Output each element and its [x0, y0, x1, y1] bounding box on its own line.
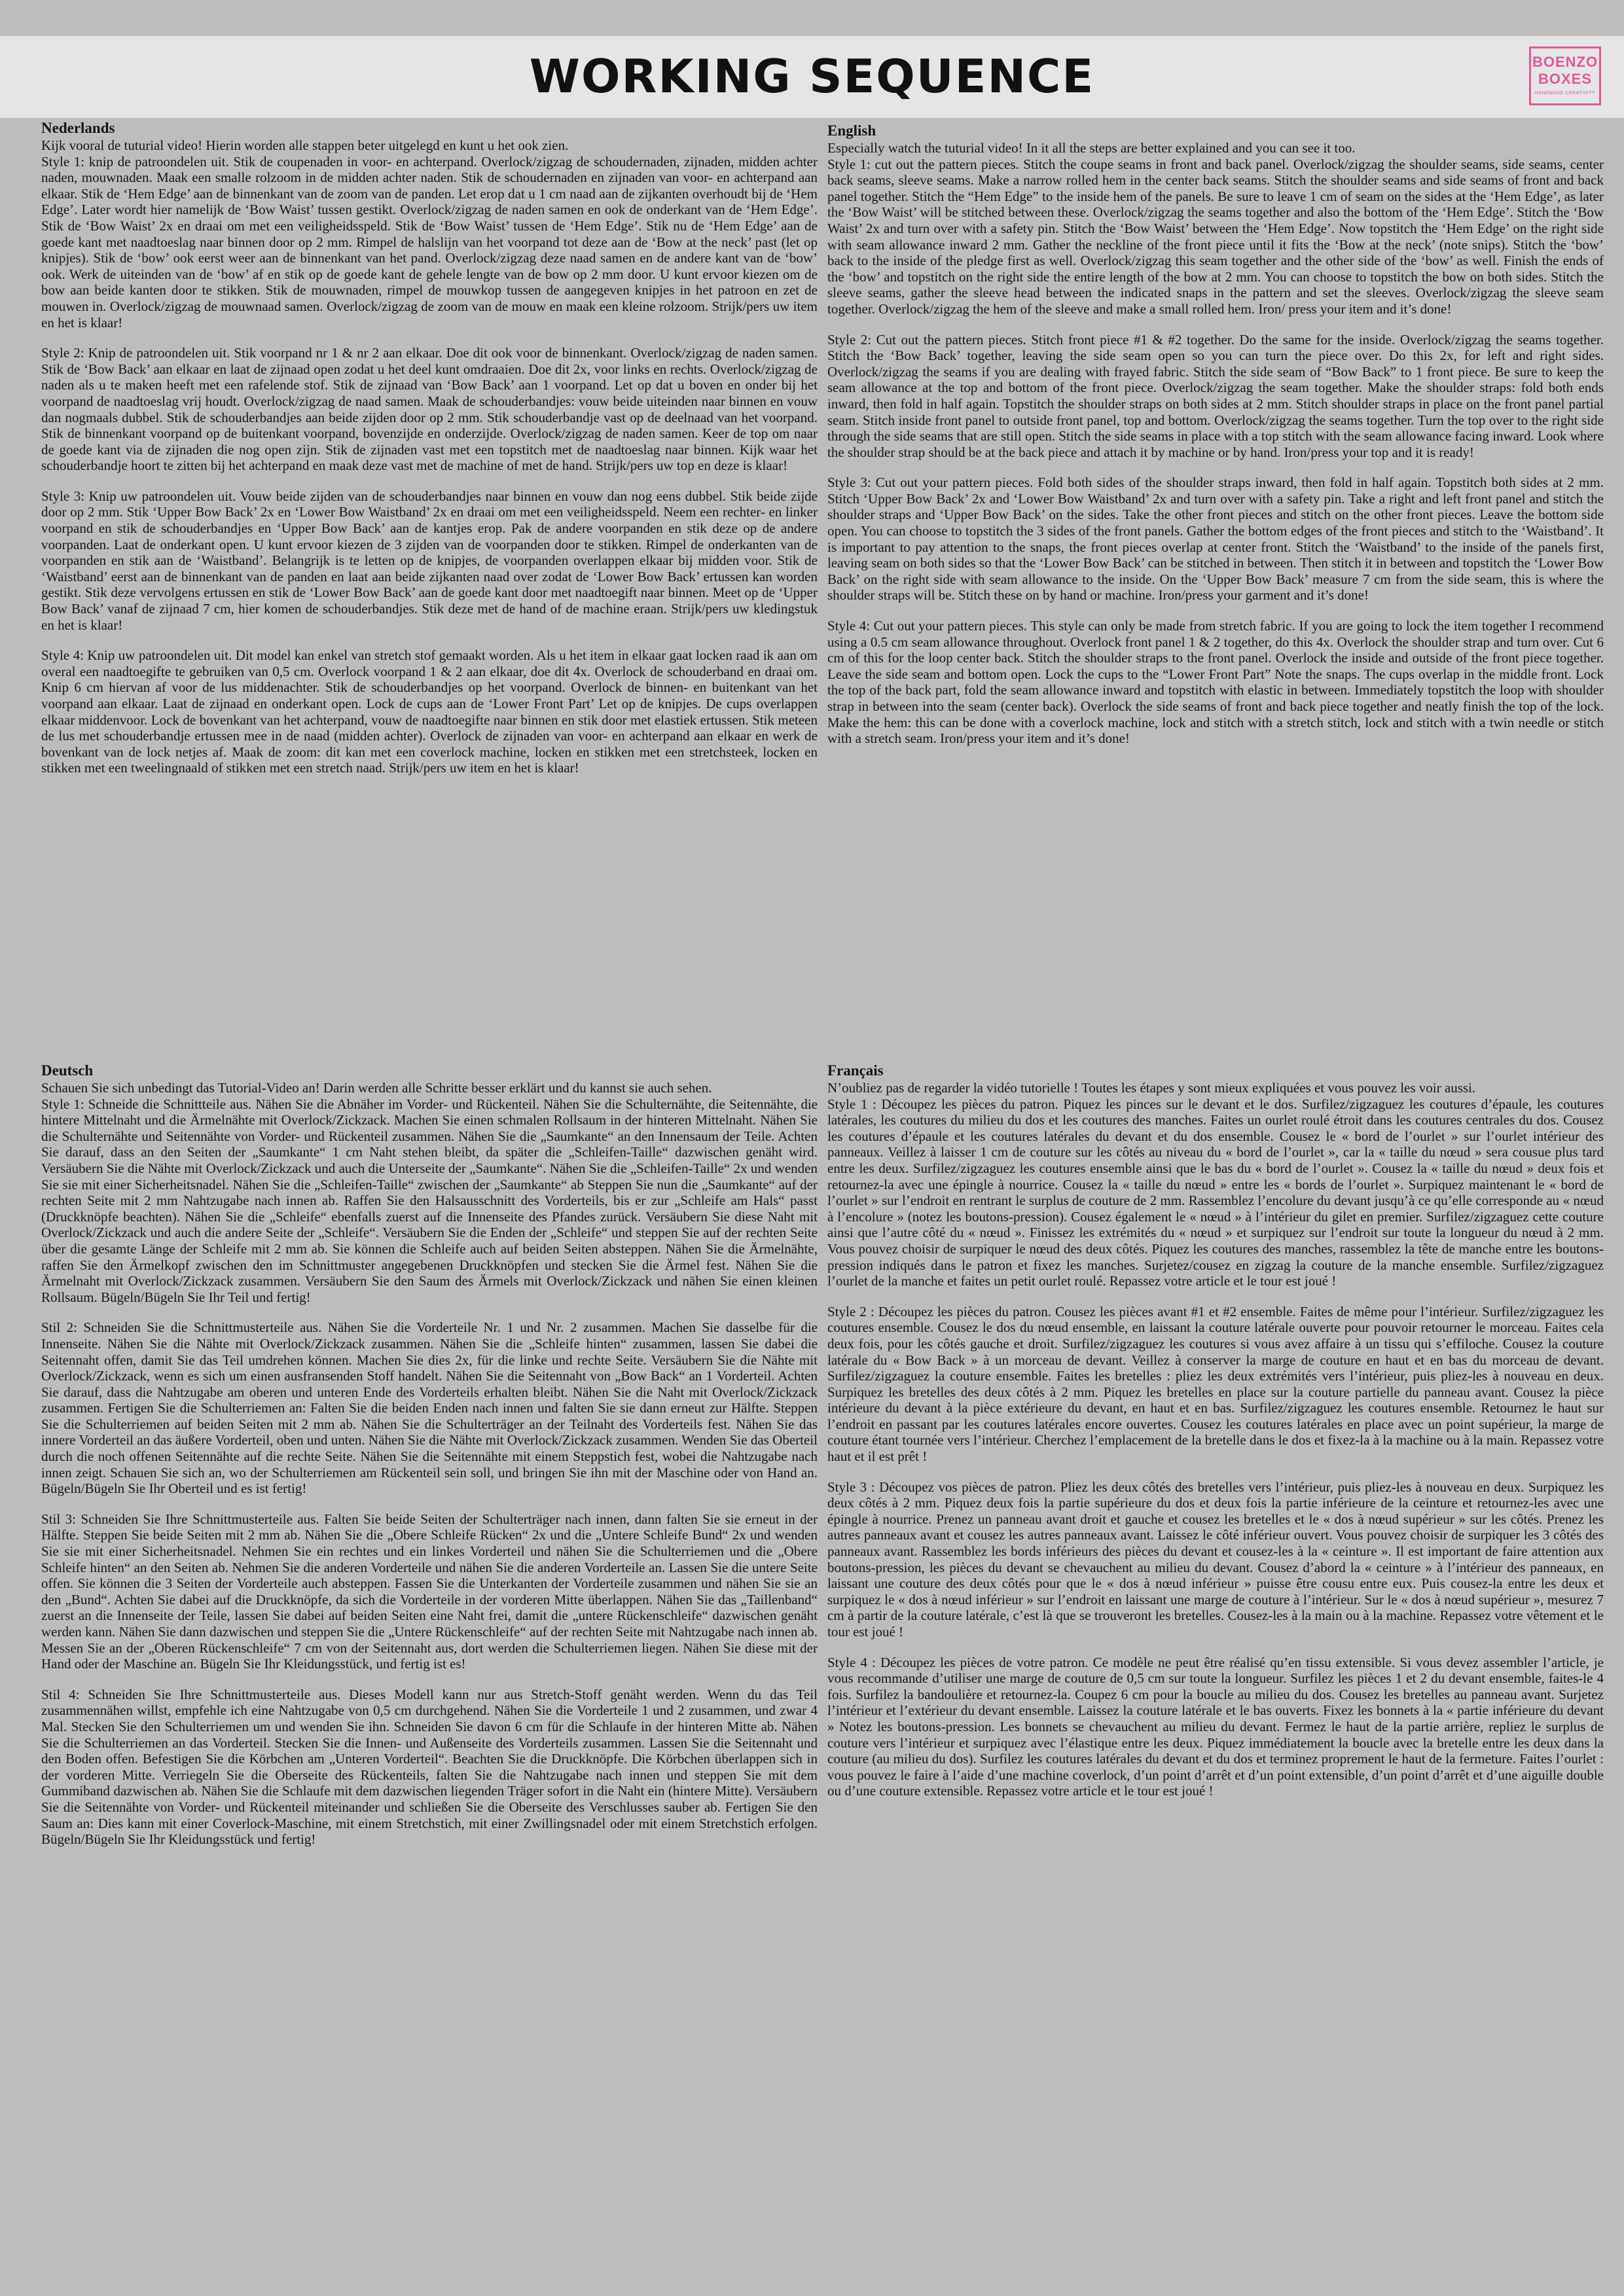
page-title: WORKING SEQUENCE: [529, 50, 1095, 103]
section-heading: English: [827, 122, 876, 139]
style-2-paragraph: Style 2: Knip de patroondelen uit. Stik voorpand nr 1 & nr 2 aan elkaar. Doe dit ook voor de binnenkant. Overlock/zigzag de naden samen. Stik de ‘Bow Back’ aan elkaar en laat de zijnaad open zodat u het deel kunt omdraaien. Doe dit 2x, voor links en rechts. Overlock/zigzag de naden als u te maken heeft met een rafelende stof. Stik de zijnaad van ‘Bow Back’ aan 1 voorpand. Let op dat u boven en onder bij het voorpand de naadtoeslag vrij houdt. Overlock/zigzag de naad samen. Maak de schouderbandjes: vouw beide uiteinden naar binnen en vouw dan nogmaals dubbel. Stik de schouderbandjes aan beide zijden door op 2 mm. Stik schouderbandje vast op de deelnaad van het voorpand. Stik de binnenkant voorpand op de buitenkant voorpand, bovenzijde en onderzijde. Overlock/zigzag de naden samen. Keer de top om naar de goede kant via de zijnaden die nog open zijn. Stik de zijnaden vast met een topstitch met de naadtoeslag naar binnen. Kijk waar het schouderbandje hoort te zitten bij het achterpand en maak deze vast met de machine of met de hand. Strijk/pers uw top en deze is klaar!: [41, 345, 818, 474]
style-4-paragraph: Style 4: Cut out your pattern pieces. This style can only be made from stretch fabric. If you are going to lock the item together I recommend using a 0.5 cm seam allowance throughout. Overlock front panel 1 & 2 together, do this 4x. Overlock the shoulder strap and turn over. Cut 6 cm of this for the loop center back. Stitch the shoulder straps to the front panel. Overlock the inside and outside of the front piece together. Leave the side seam and bottom open. Lock the cups to the “Lower Front Part” Note the snaps. The cups overlap in the middle front. Lock the top of the back part, fold the seam allowance inward and topstitch with elastic in between. Immediately topstitch the loop with shoulder strap in between into the seam (center back). Overlock the side seams of front and back piece together and neatly finish the top of the lock. Make the hem: this can be done with a coverlock machine, lock and stitch with a stretch stitch, lock and stitch with a twin needle or stitch with a stretch seam. Iron/press your item and it’s done!: [827, 618, 1604, 747]
style-1-paragraph: Style 1 : Découpez les pièces du patron. Piquez les pinces sur le devant et le dos. Surfilez/zigzaguez les coutures d’épaule, les coutures latérales, les coutures du milieu du dos et les coutures des manches. Faites un ourlet roulé étroit dans les coutures centrales du dos. Cousez les coutures d’épaule et les coutures latérales du devant et du dos ensemble. Cousez le « bord de l’ourlet » sur l’ourlet intérieur des panneaux. Veillez à laisser 1 cm de couture sur les côtés au niveau du « bord de l’ourlet », car la « taille du nœud » sera cousue plus tard entre les deux. Surfilez/zigzaguez les coutures ensemble ainsi que le bas du « bord de l’ourlet ». Cousez la « taille du nœud » deux fois et retournez-la avec une épingle à nourrice. Cousez la « taille du nœud » entre les « bords de l’ourlet ». Surpiquez maintenant le « bord de l’ourlet » sur l’endroit en rentrant le surplus de couture de 2 mm. Rassemblez l’encolure du devant jusqu’à ce qu’elle corresponde au « nœud à l’encolure » (notez les boutons-pression). Cousez également le « nœud » à l’intérieur du gilet en premier. Surfilez/zigzaguez cette couture ainsi que l’autre côté du « nœud ». Finissez les extrémités du « nœud » et surpiquez sur l’endroit sur toute la longueur du nœud à 2 mm. Vous pouvez choisir de surpiquer le nœud des deux côtés. Piquez les coutures des manches, rassemblez la tête de manche entre les boutons-pression indiqués dans le patron et fixez les manches. Surjetez/cousez en zigzag la couture de la manche ensemble. Surfilez/zigzaguez l’ourlet de la manche et faites un petit ourlet roulé. Repassez votre article et le tour est joué !: [827, 1096, 1604, 1289]
section-deutsch: [41, 1062, 818, 1848]
section-francais: [827, 1062, 1604, 1799]
section-heading: Deutsch: [41, 1062, 94, 1079]
style-1-paragraph: Style 1: knip de patroondelen uit. Stik de coupenaden in voor- en achterpand. Overlock/zigzag de schoudernaden, zijnaden, midden achter naden, mouwnaden. Maak een smalle rolzoom in de midden achter naden. Stik de schoudernaden en zijnaden van voor- en achterpand aan elkaar. Stik de ‘Hem Edge’ aan de binnenkant van de zoom van de panden. Let erop dat u 1 cm naad aan de zijkanten overhoudt bij de ‘Hem Edge’. Later wordt hier namelijk de ‘Bow Waist’ tussen gestikt. Overlock/zigzag de naden samen en ook de onderkant van de ‘Hem Edge’. Stik de ‘Bow Waist’ 2x en draai om met een veiligheidsspeld. Stik de ‘Bow Waist’ tussen de ‘Hem Edge’. Stik nu de ‘Hem Edge’ aan de goede kant met naadtoeslag naar binnen door op 2 mm. Rimpel de halslijn van het voorpand tot deze aan de ‘Bow at the neck’ past (let op knipjes). Stik de ‘bow’ ook eerst weer aan de binnenkant van het pand. Overlock/zigzag deze naad samen en de andere kant van de ‘bow’ ook. Werk de uiteinden van de ‘bow’ af en stik op de goede kant de gehele lengte van de bow op 2 mm door. U kunt ervoor kiezen om de bow aan beide kanten door te stikken. Stik de mouwnaden, rimpel de mouwkop tussen de aangegeven knipjes in het patroon en zet de mouwen in. Overlock/zigzag de mouwnaad samen. Overlock/zigzag de zoom van de mouw en maak een kleine rolzoom. Strijk/pers uw item en het is klaar!: [41, 153, 818, 331]
logo-line-2: BOXES: [1538, 71, 1593, 87]
section-english: [827, 122, 1604, 747]
header-bar: [0, 36, 1624, 118]
style-1-paragraph: Style 1: Schneide die Schnittteile aus. Nähen Sie die Abnäher im Vorder- und Rückenteil. Nähen Sie die Schulternähte, die Seitennähte, die hintere Mittelnaht und die Ärmelnähte mit Overlock/Zickzack. Machen Sie einen schmalen Rollsaum in der hinteren Mittelnaht. Nähen Sie die Schulternähte und Seitennähte von Vorder- und Rückenteil zusammen. Nähen Sie die „Saumkante“ an den Innensaum der Teile. Achten Sie darauf, dass an den Seiten der „Saumkante“ 1 cm Naht stehen bleibt, da später die „Schleifen-Taille“ dazwischen genäht wird. Versäubern Sie die Nähte mit Overlock/Zickzack und auch die Unterseite der „Saumkante“. Nähen Sie die „Schleifen-Taille“ 2x und wenden Sie sie mit einer Sicherheitsnadel. Nähen Sie die „Schleifen-Taille“ zwischen der „Saumkante“ ab Steppen Sie nun die „Saumkante“ auf der rechten Seite mit 2 mm Nahtzugabe nach innen ab. Raffen Sie den Halsausschnitt des Vorderteils, bis er zur „Schleife am Hals“ passt (Druckknöpfe beachten). Nähen Sie die „Schleife“ ebenfalls zuerst auf die Innenseite des Pfandes zurück. Versäubern Sie diese Naht mit Overlock/Zickzack und auch die andere Seite der „Schleife“. Versäubern Sie die Enden der „Schleife“ und steppen Sie auf der rechten Seite über die gesamte Länge der Schleife mit 2 mm ab. Sie können die Schleife auch auf beiden Seiten absteppen. Nähen Sie die Ärmelnähte, raffen Sie den Ärmelkopf zwischen den im Schnittmuster angegebenen Druckknöpfen und stecken Sie die Ärmel fest. Nähen Sie die Ärmelnaht mit Overlock/Zickzack zusammen. Versäubern Sie den Saum des Ärmels mit Overlock/Zickzack und nähen Sie einen kleinen Rollsaum. Bügeln/Bügeln Sie Ihr Teil und fertig!: [41, 1096, 818, 1305]
style-2-paragraph: Stil 2: Schneiden Sie die Schnittmusterteile aus. Nähen Sie die Vorderteile Nr. 1 und Nr. 2 zusammen. Machen Sie dasselbe für die Innenseite. Nähen Sie die Nähte mit Overlock/Zickzack zusammen. Nähen Sie die „Schleife hinten“ zusammen, lassen Sie dabei die Seitennaht offen, damit Sie das Teil umdrehen können. Machen Sie dies 2x, für die linke und rechte Seite. Versäubern Sie die Nähte mit Overlock/Zickzack, wenn es sich um einen ausfransenden Stoff handelt. Nähen Sie die Seitennaht von „Bow Back“ an 1 Vorderteil. Achten Sie darauf, dass die Nahtzugabe am oberen und unteren Ende des Vorderteils erhalten bleibt. Nähen Sie die Naht mit Overlock/Zickzack zusammen. Fertigen Sie die Schulterriemen an: Falten Sie die beiden Enden nach innen und falten Sie sie dann erneut zur Hälfte. Steppen Sie die Schulterriemen auf beiden Seiten mit 2 mm ab. Nähen Sie die Schulterträger an der Teilnaht des Vorderteils fest. Nähen Sie das innere Vorderteil an das äußere Vorderteil, oben und unten. Nähen Sie die Nähte mit Overlock/Zickzack zusammen. Wenden Sie das Oberteil durch die noch offenen Seitennähte auf die rechte Seite. Nähen Sie die Seitennähte mit einem Steppstich fest, wobei die Nahtzugabe nach innen zeigt. Schauen Sie sich an, wo der Schulterriemen am Rückenteil sein soll, und bringen Sie ihn mit der Maschine oder von Hand an. Bügeln/Bügeln Sie Ihr Oberteil und es ist fertig!: [41, 1319, 818, 1497]
intro-paragraph: Schauen Sie sich unbedingt das Tutorial-Video an! Darin werden alle Schritte besser erklärt und du kannst sie auch sehen.: [41, 1080, 712, 1096]
intro-paragraph: Kijk vooral de tuturial video! Hierin worden alle stappen beter uitgelegd en kunt u het ook zien.: [41, 137, 569, 153]
section-heading: Nederlands: [41, 120, 115, 136]
section-heading: Français: [827, 1062, 884, 1079]
section-nederlands: [41, 119, 818, 776]
logo-tagline: HANDMADE CREATIVITY: [1534, 91, 1596, 96]
style-2-paragraph: Style 2: Cut out the pattern pieces. Stitch front piece #1 & #2 together. Do the same for the inside. Overlock/zigzag the seams together. Stitch the ‘Bow Back’ together, leaving the side seam open so you can turn the piece over. Do this 2x, for left and right sides. Overlock/zigzag the seams if you are dealing with frayed fabric. Stitch the side seam of “Bow Back” to 1 front piece. Be sure to keep the seam allowance at the top and bottom of the front piece. Overlock/zigzag the seam together. Make the shoulder straps: fold both ends inward, then fold in half again. Topstitch the shoulder straps on both sides at 2 mm. Stitch shoulder straps in place on the front panel partial seam. Stitch inside front panel to outside front panel, top and bottom. Overlock/zigzag the seams together. Turn the top over to the right side through the side seams that are still open. Stitch the side seams in place with a top stitch with the seam allowance facing inward. Look where the shoulder strap should be at the back piece and attach it by machine or by hand. Iron/press your top and it is ready!: [827, 331, 1604, 460]
intro-paragraph: Especially watch the tuturial video! In it all the steps are better explained and you can see it too.: [827, 140, 1356, 156]
style-4-paragraph: Style 4: Knip uw patroondelen uit. Dit model kan enkel van stretch stof gemaakt worden. Als u het item in elkaar gaat locken raad ik aan om overal een naadtoegifte te gebruiken van 0,5 cm. Overlock voorpand 1 & 2 aan elkaar, doe dit 4x. Overlock de schouderband en draai om. Knip 6 cm hiervan af voor de lus middenachter. Stik de schouderbandjes op het voorpand. Overlock de binnen- en buitenkant van het voorpand aan elkaar. Laat de zijnaad en onderkant open. Lock de cups aan de ‘Lower Front Part’ Let op de knipjes. De cups overlappen elkaar middenvoor. Lock de bovenkant van het achterpand, vouw de naadtoegifte naar binnen en stik door met elastiek ertussen. Stik meteen de lus met schouderbandje ertussen mee in de naad (midden achter). Overlock de zijnaden van voor- en achterpand aan elkaar en werk de bovenkant van de lock netjes af. Maak de zoom: dit kan met een coverlock machine, locken en stikken met een stretchsteek, locken en stikken met een tweelingnaald of stikken met een stretch naad. Strijk/pers uw item en het is klaar!: [41, 647, 818, 776]
style-3-paragraph: Style 3: Cut out your pattern pieces. Fold both sides of the shoulder straps inward, then fold in half again. Topstitch both sides at 2 mm. Stitch ‘Upper Bow Back’ 2x and ‘Lower Bow Waistband’ 2x and turn over with a safety pin. Take a right and left front panel and stitch the shoulder straps and ‘Upper Bow Back’ on the sides. Take the other front pieces and stitch on the other front pieces. Leave the bottom side open. You can choose to topstitch the 3 sides of the front panels. Gather the bottom edges of the front pieces and stitch to the ‘Waistband’. It is important to pay attention to the snaps, the front pieces overlap at center front. Stitch the ‘Waistband’ to the inside of the panels first, leaving seam on both sides so that the ‘Lower Bow Back’ can be stitched in between. Then stitch it in between and topstitch the ‘Lower Bow Back’ on the right side with seam allowance to the inside. On the ‘Upper Bow Back’ measure 7 cm from the side seam, this is where the shoulder straps will be. Stitch these on by hand or machine. Iron/press your garment and it’s done!: [827, 475, 1604, 603]
style-3-paragraph: Style 3 : Découpez vos pièces de patron. Pliez les deux côtés des bretelles vers l’intérieur, puis pliez-les à nouveau en deux. Surpiquez les deux côtés à 2 mm. Piquez deux fois la partie supérieure du dos et deux fois la partie inférieure de la ceinture et retournez-les avec une épingle à nourrice. Prenez un panneau avant droit et gauche et cousez les bretelles et le « dos à nœud supérieur » sur les côtés. Prenez les autres panneaux avant et cousez les autres panneaux avant. Laissez le côté inférieur ouvert. Vous pouvez choisir de surpiquer les 3 côtés des panneaux avant. Rassemblez les bords inférieurs des pièces du devant et cousez-les à la « ceinture ». Il est important de faire attention aux boutons-pression, les pièces du devant se chevauchent au milieu du devant. Cousez d’abord la « ceinture » à l’intérieur des panneaux, en laissant une couture des deux côtés pour que le « dos à nœud inférieur » puisse être cousu entre eux. Puis cousez-la entre les deux et surpiquez le « dos à nœud inférieur » sur l’endroit en laissant une marge de couture à l’intérieur. Sur le « dos à nœud supérieur », mesurez 7 cm à partir de la couture latérale, c’est là que se trouveront les bretelles. Cousez-les à la main ou à la machine. Repassez votre vêtement et le tour est joué !: [827, 1479, 1604, 1640]
style-2-paragraph: Style 2 : Découpez les pièces du patron. Cousez les pièces avant #1 et #2 ensemble. Faites de même pour l’intérieur. Surfilez/zigzaguez les coutures ensemble. Cousez le dos du nœud ensemble, en laissant la couture latérale ouverte pour pouvoir retourner le morceau. Faites cela deux fois, pour les côtés gauche et droit. Surfilez/zigzaguez les coutures si vous avez affaire à un tissu qui s’effiloche. Cousez la couture latérale du « Bow Back » à un morceau de devant. Veillez à conserver la marge de couture en haut et en bas du morceau de devant. Surfilez/zigzaguez la couture ensemble. Faites les bretelles : pliez les deux extrémités vers l’intérieur, puis pliez-les à nouveau en deux. Surpiquez les bretelles des deux côtés à 2 mm. Piquez les bretelles en place sur la couture partielle du panneau avant. Cousez la pièce intérieure du devant à la pièce extérieure du devant, en haut et en bas. Surfilez/zigzaguez les coutures ensemble. Retournez le haut sur l’endroit en passant par les coutures latérales encore ouvertes. Cousez les coutures latérales en place avec un point supérieur, la marge de couture étant tournée vers l’intérieur. Cherchez l’emplacement de la bretelle dans le dos et fixez-la à la machine ou à la main. Repassez votre haut et il est prêt !: [827, 1303, 1604, 1465]
style-3-paragraph: Style 3: Knip uw patroondelen uit. Vouw beide zijden van de schouderbandjes naar binnen en vouw dan nog eens dubbel. Stik beide zijde door op 2 mm. Stik ‘Upper Bow Back’ 2x en ‘Lower Bow Waistband’ 2x en draai om met een veiligheidsspeld. Neem een rechter- en linker voorpand en stik de schouderbandjes en ‘Upper Bow Back’ aan de kantjes erop. Pak de andere voorpanden en stik deze op de andere voorpanden. Laat de onderkant open. U kunt ervoor kiezen de 3 zijden van de voorpanden door te stikken. Rimpel de onderkanten van de voorpanden en stik aan de ‘Waistband’. Belangrijk is te letten op de knipjes, de voorpanden overlappen elkaar bij midden voor. Stik de ‘Waistband’ eerst aan de binnenkant van de panden en laat aan beide zijkanten naad over zodat de ‘Lower Bow Back’ ertussen kan worden gestikt. Stik deze vervolgens ertussen en stik de ‘Lower Bow Back’ aan de goede kant door met naadtoegift naar binnen. Meet op de ‘Upper Bow Back’ vanaf de zijnaad 7 cm, hier komen de schouderbandjes. Stik deze met de hand of de machine eraan. Strijk/pers uw kledingstuk en het is klaar!: [41, 488, 818, 633]
style-4-paragraph: Style 4 : Découpez les pièces de votre patron. Ce modèle ne peut être réalisé qu’en tissu extensible. Si vous devez assembler l’article, je vous recommande d’utiliser une marge de couture de 0,5 cm sur toute la longueur. Surfilez les pièces 1 et 2 du devant ensemble, faites-le 4 fois. Surfilez la bandoulière et retournez-la. Coupez 6 cm pour la boucle au milieu du dos. Cousez les bretelles au panneau avant. Surjetez l’intérieur et l’extérieur du devant ensemble. Laissez la couture latérale et le bas ouverts. Fixez les bonnets à la « partie inférieure du devant » Notez les boutons-pression. Les bonnets se chevauchent au milieu du devant. Fermez le haut de la partie arrière, repliez le surplus de couture vers l’intérieur et surpiquez avec l’élastique entre les deux. Piquez immédiatement la boucle avec la bretelle entre les deux dans la couture (au milieu du dos). Surfilez les coutures latérales du devant et du dos et terminez proprement le haut de la fermeture. Faites l’ourlet : vous pouvez le faire à l’aide d’une machine coverlock, d’un point d’arrêt et d’un point extensible, d’un point d’arrêt et d’une aiguille double ou d’une couture extensible. Repassez votre article et le tour est joué !: [827, 1654, 1604, 1799]
style-1-paragraph: Style 1: cut out the pattern pieces. Stitch the coupe seams in front and back panel. Overlock/zigzag the shoulder seams, side seams, center back seams, sleeve seams. Make a narrow rolled hem in the center back seams. Stitch the shoulder seams and side seams of front and back panel together. Stitch the “Hem Edge” to the inside hem of the panels. Be sure to leave 1 cm of seam on the sides at the ‘Hem Edge’, as later the ‘Bow Waist’ will be stitched between these. Overlock/zigzag the seams together and also the bottom of the ‘Hem Edge’. Stitch the ‘Bow Waist’ 2x and turn over with a safety pin. Stitch the ‘Bow Waist’ between the ‘Hem Edge’. Now topstitch the ‘Hem Edge’ on the right side with seam allowance inward 2 mm. Gather the neckline of the front piece until it fits the ‘Bow at the neck’ (note snips). Stitch the ‘bow’ back to the inside of the pledge first as well. Overlock/zigzag this seam together and the other side of the ‘bow’ as well. Finish the ends of the ‘bow’ and topstitch on the right side the entire length of the bow at 2 mm. You can choose to topstitch the bow on both sides. Stitch the sleeve seams, gather the sleeve head between the indicated snaps in the pattern and set the sleeves. Overlock/zigzag the sleeve seam together. Overlock/zigzag the hem of the sleeve and make a small rolled hem. Iron/ press your item and it’s done!: [827, 156, 1604, 317]
intro-paragraph: N’oubliez pas de regarder la vidéo tutorielle ! Toutes les étapes y sont mieux expliquées et vous pouvez les voir aussi.: [827, 1080, 1476, 1096]
logo-line-1: BOENZO: [1532, 54, 1598, 70]
style-4-paragraph: Stil 4: Schneiden Sie Ihre Schnittmusterteile aus. Dieses Modell kann nur aus Stretch-Stoff genäht werden. Wenn du das Teil zusammennähen willst, empfehle ich eine Nahtzugabe von 0,5 cm durchgehend. Nähen Sie die Vorderteile 1 und 2 zusammen, und zwar 4 Mal. Stecken Sie den Schulterriemen um und wenden Sie ihn. Schneiden Sie davon 6 cm für die Schlaufe in der hinteren Mitte ab. Nähen Sie die Schulterriemen an das Vorderteil. Stecken Sie die Innen- und Außenseite des Vorderteils zusammen. Lassen Sie die Seitennaht und den Boden offen. Befestigen Sie die Körbchen am „Unteren Vorderteil“. Beachten Sie die Druckknöpfe. Die Körbchen überlappen sich in der vorderen Mitte. Verriegeln Sie die Oberseite des Rückenteils, falten Sie die Nahtzugabe nach innen und steppen Sie mit dem Gummiband dazwischen ab. Nähen Sie die Schlaufe mit dem dazwischen liegenden Träger sofort in die Naht ein (hintere Mitte). Versäubern Sie die Seitennähte von Vorder- und Rückenteil miteinander und schließen Sie die Oberseite des Verschlusses sauber ab. Fertigen Sie den Saum an: Dies kann mit einer Coverlock-Maschine, mit einem Stretchstich, mit einer Zwillingsnadel oder mit einem Stretchstich erfolgen. Bügeln/Bügeln Sie Ihr Kleidungsstück und fertig!: [41, 1686, 818, 1848]
brand-logo: [1529, 46, 1601, 105]
style-3-paragraph: Stil 3: Schneiden Sie Ihre Schnittmusterteile aus. Falten Sie beide Seiten der Schulterträger nach innen, dann falten Sie sie erneut in der Hälfte. Steppen Sie beide Seiten mit 2 mm ab. Nähen Sie die „Obere Schleife Rücken“ 2x und die „Untere Schleife Bund“ 2x und wenden Sie sie mit einer Sicherheitsnadel. Nehmen Sie ein rechtes und ein linkes Vorderteil und nähen Sie die Schulterriemen und die „Obere Schleife hinten“ an den Seiten ab. Nehmen Sie die anderen Vorderteile und nähen Sie die anderen Vorderteile an. Lassen Sie die untere Seite offen. Sie können die 3 Seiten der Vorderteile auch absteppen. Fassen Sie die Unterkanten der Vorderteile zusammen und nähen Sie sie an den „Bund“. Achten Sie dabei auf die Druckknöpfe, da sich die Vorderteile in der vorderen Mitte überlappen. Nähen Sie das „Taillenband“ zuerst an die Innenseite der Teile, lassen Sie dabei auf beiden Seiten eine Naht frei, damit die „untere Rückenschleife“ dazwischen genäht werden kann. Nähen Sie dann dazwischen und steppen Sie die „Untere Rückenschleife“ auf der rechten Seite mit Nahtzugabe nach innen ab. Messen Sie an der „Oberen Rückenschleife“ 7 cm von der Seitennaht aus, dort werden die Schulterriemen liegen. Nähen Sie diese mit der Hand oder der Maschine an. Bügeln Sie Ihr Kleidungsstück, und fertig ist es!: [41, 1511, 818, 1672]
